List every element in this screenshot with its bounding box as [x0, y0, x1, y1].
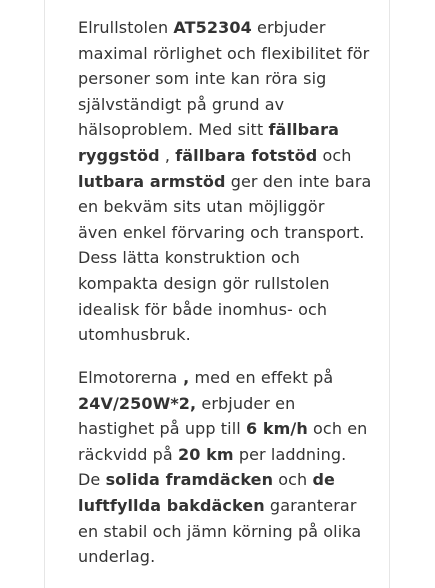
text-line	[78, 442, 374, 468]
body-text: självständigt på grund av	[78, 94, 285, 114]
text-line	[78, 143, 374, 169]
emphasized-text: 24V/250W*2,	[78, 393, 197, 413]
text-line	[78, 416, 374, 442]
text-line	[78, 493, 374, 519]
body-text: utomhusbruk.	[78, 325, 191, 345]
body-text: personer som inte kan röra sig	[78, 69, 327, 89]
text-line	[78, 365, 374, 391]
body-text: hastighet på upp till	[78, 419, 246, 439]
body-text: en stabil och jämn körning på olika	[78, 521, 362, 541]
emphasized-text: lutbara armstöd	[78, 171, 226, 191]
body-text: idealisk för både inomhus- och	[78, 299, 328, 319]
emphasized-text: solida framdäcken	[105, 470, 274, 490]
body-text: en bekväm sits utan möjliggör	[78, 197, 325, 217]
description-paragraph-2	[78, 365, 374, 570]
emphasized-text: AT52304	[173, 18, 252, 37]
body-text: hälsoproblem. Med sitt	[78, 120, 269, 140]
body-text: räckvidd på	[78, 444, 179, 464]
text-line	[78, 169, 374, 195]
text-line	[78, 544, 374, 570]
emphasized-text: ryggstöd	[78, 145, 160, 165]
body-text: erbjuder en	[196, 393, 296, 413]
emphasized-text: 20 km	[178, 444, 234, 464]
body-text: maximal rörlighet och flexibilitet för	[78, 43, 370, 63]
description-paragraph-1	[78, 15, 374, 348]
text-line	[78, 194, 374, 220]
text-line	[78, 271, 374, 297]
body-text: med en effekt på	[189, 368, 334, 387]
body-text: Elrullstolen	[78, 18, 174, 37]
text-line	[78, 66, 374, 92]
body-text: Elmotorerna	[78, 368, 178, 387]
emphasized-text: fällbara fotstöd	[175, 145, 318, 165]
text-line	[78, 391, 374, 417]
body-text: garanterar	[264, 495, 357, 515]
text-line	[78, 245, 374, 271]
body-text: och	[273, 470, 313, 490]
emphasized-text: de	[312, 470, 335, 490]
body-text: och en	[307, 419, 368, 439]
emphasized-text: luftfyllda bakdäcken	[78, 495, 265, 515]
text-line	[78, 15, 374, 41]
emphasized-text: fällbara	[268, 120, 339, 140]
body-text: De	[78, 470, 106, 490]
text-line	[78, 41, 374, 67]
text-line	[78, 117, 374, 143]
text-line	[78, 297, 374, 323]
emphasized-text: ,	[177, 368, 190, 387]
text-line	[78, 322, 374, 348]
body-text: och	[317, 145, 352, 165]
body-text: kompakta design gör rullstolen	[78, 273, 330, 293]
text-line	[78, 220, 374, 246]
text-line	[78, 92, 374, 118]
text-line	[78, 467, 374, 493]
emphasized-text: 6 km/h	[245, 419, 308, 439]
body-text: Dess lätta konstruktion och	[78, 248, 300, 268]
body-text: även enkel förvaring och transport.	[78, 222, 365, 242]
body-text: ger den inte bara	[225, 171, 372, 191]
body-text: underlag.	[78, 547, 156, 567]
body-text: per laddning.	[233, 444, 347, 464]
body-text: erbjuder	[251, 18, 326, 37]
body-text: ,	[159, 145, 176, 165]
text-line	[78, 519, 374, 545]
